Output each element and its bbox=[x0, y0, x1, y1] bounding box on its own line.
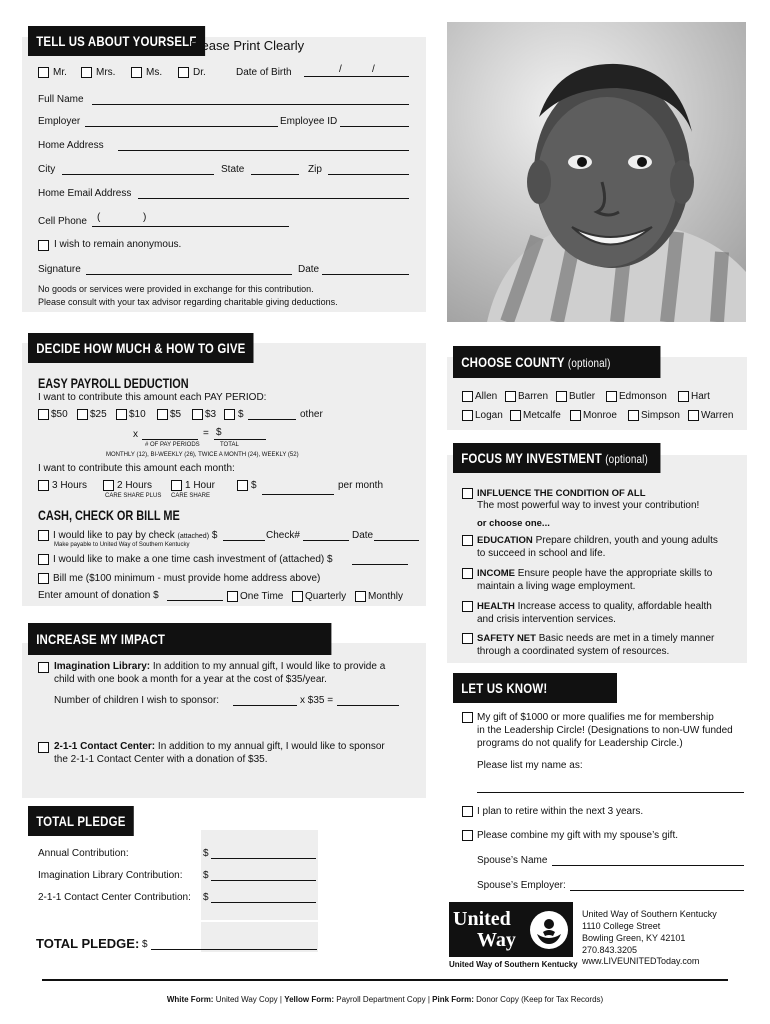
date-field[interactable] bbox=[322, 274, 409, 275]
child-photo-illustration bbox=[447, 22, 746, 322]
payable-to: Make payable to United Way of Southern Kentucky bbox=[54, 542, 190, 548]
footer-text bbox=[0, 994, 770, 1006]
one-time-checkbox[interactable] bbox=[227, 591, 238, 602]
education-line-2: to succeed in school and life. bbox=[477, 548, 606, 559]
county-allen-label: Allen bbox=[475, 391, 498, 402]
signature-field[interactable] bbox=[86, 274, 292, 275]
income-checkbox[interactable] bbox=[462, 568, 473, 579]
dob-sep-2: / bbox=[372, 64, 375, 75]
health-bold: HEALTH bbox=[477, 601, 515, 612]
cash-checkbox[interactable] bbox=[38, 554, 49, 565]
amount-5-checkbox[interactable] bbox=[157, 409, 168, 420]
check-amount-field[interactable] bbox=[223, 540, 265, 541]
cash-title: CASH, CHECK OR BILL ME bbox=[38, 507, 180, 523]
check-attached: (attached) bbox=[177, 533, 210, 540]
annual-label: Annual Contribution: bbox=[38, 848, 129, 859]
health-text-1: Increase access to quality, affordable health bbox=[517, 601, 712, 612]
times-sign: x bbox=[133, 429, 138, 440]
education-checkbox[interactable] bbox=[462, 535, 473, 546]
hours-1-label: 1 Hour bbox=[185, 480, 216, 491]
month-amount-checkbox[interactable] bbox=[237, 480, 248, 491]
paren-open: ( bbox=[97, 212, 101, 223]
employee-id-label: Employee ID bbox=[280, 116, 338, 127]
hours-2-label: 2 Hours bbox=[117, 480, 153, 491]
enter-amount-label: Enter amount of donation $ bbox=[38, 590, 159, 601]
leadership-checkbox[interactable] bbox=[462, 712, 473, 723]
bill-me-checkbox[interactable] bbox=[38, 573, 49, 584]
one-time-label: One Time bbox=[240, 591, 284, 602]
full-name-field[interactable] bbox=[92, 104, 409, 105]
contact-text-1: In addition to my annual gift, I would like to sponsor bbox=[157, 741, 385, 752]
contact-center-checkbox[interactable] bbox=[38, 742, 49, 753]
cell-phone-field[interactable] bbox=[92, 226, 289, 227]
united-way-logo bbox=[449, 902, 573, 957]
give-header: DECIDE HOW MUCH & HOW TO GIVE bbox=[28, 333, 254, 363]
retire-checkbox[interactable] bbox=[462, 806, 473, 817]
anonymous-label: I wish to remain anonymous. bbox=[54, 239, 182, 250]
amount-5-label: $5 bbox=[170, 409, 182, 420]
payroll-title: EASY PAYROLL DEDUCTION bbox=[38, 375, 189, 391]
month-amount-dollar: $ bbox=[251, 480, 257, 491]
county-metcalfe-checkbox[interactable] bbox=[510, 410, 521, 421]
print-clearly: Please Print Clearly bbox=[190, 38, 305, 53]
signature-label: Signature bbox=[38, 264, 81, 275]
mrs-label: Mrs. bbox=[96, 67, 116, 78]
monthly-label: Monthly bbox=[368, 591, 404, 602]
paren-close: ) bbox=[143, 212, 147, 223]
ms-label: Ms. bbox=[146, 67, 163, 78]
amount-50-checkbox[interactable] bbox=[38, 409, 49, 420]
total-pledge-dollar: $ bbox=[142, 939, 148, 950]
dob-field[interactable] bbox=[304, 76, 409, 77]
county-simpson-label: Simpson bbox=[641, 410, 680, 421]
footer-pink-text: Donor Copy (Keep for Tax Records) bbox=[476, 995, 604, 1004]
county-butler-checkbox[interactable] bbox=[556, 391, 567, 402]
check-date-label: Date bbox=[352, 530, 374, 541]
other-label: other bbox=[300, 409, 323, 420]
org-address-3: Bowling Green, KY 42101 bbox=[582, 933, 686, 943]
city-field[interactable] bbox=[62, 174, 214, 175]
imagination-bold: Imagination Library: bbox=[54, 661, 151, 672]
org-phone: 270.843.3205 bbox=[582, 945, 638, 955]
dr-checkbox[interactable] bbox=[178, 67, 189, 78]
spouse-name-label: Spouse’s Name bbox=[477, 855, 548, 866]
combine-label: Please combine my gift with my spouse’s gift. bbox=[477, 830, 679, 841]
monthly-checkbox[interactable] bbox=[355, 591, 366, 602]
footer-divider bbox=[42, 979, 728, 981]
mr-label: Mr. bbox=[53, 67, 67, 78]
amount-25-checkbox[interactable] bbox=[77, 409, 88, 420]
cash-field[interactable] bbox=[352, 564, 408, 565]
amount-other-checkbox[interactable] bbox=[224, 409, 235, 420]
health-line-1 bbox=[477, 601, 712, 613]
bill-me-label: Bill me ($100 minimum - must provide home address above) bbox=[53, 573, 321, 584]
check-date-field[interactable] bbox=[374, 540, 419, 541]
period-note: MONTHLY (12), BI-WEEKLY (26), TWICE A MONTH (24), WEEKLY (52) bbox=[106, 452, 299, 458]
leadership-line-3: programs do not qualify for Leadership Circle.) bbox=[477, 738, 683, 749]
list-name-field[interactable] bbox=[477, 792, 744, 793]
home-address-field[interactable] bbox=[118, 150, 409, 151]
focus-header-optional: (optional) bbox=[605, 452, 648, 466]
dr-label: Dr. bbox=[193, 67, 206, 78]
ms-checkbox[interactable] bbox=[131, 67, 142, 78]
influence-checkbox[interactable] bbox=[462, 488, 473, 499]
county-monroe-label: Monroe bbox=[583, 410, 617, 421]
safety-net-bold: SAFETY NET bbox=[477, 633, 536, 644]
logo-line-1: United bbox=[453, 908, 511, 930]
county-logan-checkbox[interactable] bbox=[462, 410, 473, 421]
income-text-1: Ensure people have the appropriate skills to bbox=[517, 568, 713, 579]
county-butler-label: Butler bbox=[569, 391, 596, 402]
county-simpson-checkbox[interactable] bbox=[628, 410, 639, 421]
employer-field[interactable] bbox=[85, 126, 278, 127]
combine-checkbox[interactable] bbox=[462, 830, 473, 841]
health-line-2: and crisis intervention services. bbox=[477, 614, 616, 625]
income-line-2: maintain a living wage employment. bbox=[477, 581, 636, 592]
disclaimer-2: Please consult with your tax advisor regarding charitable giving deductions. bbox=[38, 297, 338, 307]
per-month-suffix: per month bbox=[338, 480, 384, 491]
safety-net-line-1 bbox=[477, 633, 714, 645]
focus-header-title: FOCUS MY INVESTMENT bbox=[461, 450, 602, 466]
income-bold: INCOME bbox=[477, 568, 515, 579]
county-hart-checkbox[interactable] bbox=[678, 391, 689, 402]
pay-periods-caption: # OF PAY PERIODS bbox=[145, 442, 200, 448]
annual-dollar: $ bbox=[203, 848, 209, 859]
city-label: City bbox=[38, 164, 56, 175]
check-num-field[interactable] bbox=[303, 540, 349, 541]
check-checkbox[interactable] bbox=[38, 530, 49, 541]
education-line-1 bbox=[477, 535, 718, 547]
pay-periods-field[interactable] bbox=[142, 439, 198, 440]
county-header-title: CHOOSE COUNTY bbox=[461, 354, 565, 370]
safety-net-checkbox[interactable] bbox=[462, 633, 473, 644]
total-pledge-field[interactable] bbox=[151, 949, 317, 950]
child-photo bbox=[447, 22, 746, 322]
mrs-checkbox[interactable] bbox=[81, 67, 92, 78]
check-num-label: Check# bbox=[266, 530, 300, 541]
influence-sub: The most powerful way to invest your contribution! bbox=[477, 500, 700, 511]
disclaimer-1: No goods or services were provided in exchange for this contribution. bbox=[38, 284, 314, 294]
amount-25-label: $25 bbox=[90, 409, 107, 420]
employee-id-field[interactable] bbox=[340, 126, 409, 127]
county-edmonson-label: Edmonson bbox=[619, 391, 667, 402]
county-header bbox=[453, 346, 660, 378]
zip-label: Zip bbox=[308, 164, 322, 175]
dob-sep-1: / bbox=[339, 64, 342, 75]
children-label: Number of children I wish to sponsor: bbox=[54, 695, 220, 706]
imagination-total-label: Imagination Library Contribution: bbox=[38, 870, 183, 881]
cash-label: I would like to make a one time cash investment of (attached) $ bbox=[53, 554, 333, 565]
care-share-caption: CARE SHARE bbox=[171, 493, 211, 499]
total-input-bg-2 bbox=[201, 922, 318, 952]
org-address-1: United Way of Southern Kentucky bbox=[582, 909, 717, 919]
county-logan-label: Logan bbox=[475, 410, 503, 421]
cell-phone-label: Cell Phone bbox=[38, 216, 87, 227]
county-barren-checkbox[interactable] bbox=[505, 391, 516, 402]
leadership-line-2: in the Leadership Circle! (Designations to non-UW funded bbox=[477, 725, 733, 736]
amount-3-checkbox[interactable] bbox=[192, 409, 203, 420]
focus-header bbox=[453, 443, 660, 473]
month-amount-field[interactable] bbox=[262, 494, 334, 495]
total-pledge-label: TOTAL PLEDGE: bbox=[36, 936, 140, 951]
safety-net-line-2: through a coordinated system of resources. bbox=[477, 646, 670, 657]
org-website[interactable]: www.LIVEUNITEDToday.com bbox=[582, 956, 700, 966]
state-field[interactable] bbox=[251, 174, 299, 175]
list-name-label: Please list my name as: bbox=[477, 760, 583, 771]
county-allen-checkbox[interactable] bbox=[462, 391, 473, 402]
home-email-field[interactable] bbox=[138, 198, 409, 199]
total-caption: TOTAL bbox=[220, 442, 239, 448]
imagination-checkbox[interactable] bbox=[38, 662, 49, 673]
amount-3-label: $3 bbox=[205, 409, 217, 420]
county-barren-label: Barren bbox=[518, 391, 549, 402]
quarterly-label: Quarterly bbox=[305, 591, 347, 602]
contact-total-dollar: $ bbox=[203, 892, 209, 903]
imagination-line-1 bbox=[54, 661, 385, 673]
influence-label: INFLUENCE THE CONDITION OF ALL bbox=[477, 488, 646, 499]
home-email-label: Home Email Address bbox=[38, 188, 132, 199]
annual-field[interactable] bbox=[211, 858, 316, 859]
hours-3-label: 3 Hours bbox=[52, 480, 88, 491]
hours-1-checkbox[interactable] bbox=[171, 480, 182, 491]
check-dollar: $ bbox=[211, 530, 218, 541]
mr-checkbox[interactable] bbox=[38, 67, 49, 78]
dob-label: Date of Birth bbox=[236, 67, 292, 78]
county-warren-label: Warren bbox=[701, 410, 734, 421]
contact-line-2: the 2-1-1 Contact Center with a donation of $35. bbox=[54, 754, 268, 765]
spouse-employer-field[interactable] bbox=[570, 890, 744, 891]
children-count-field[interactable] bbox=[233, 705, 297, 706]
amount-other-dollar: $ bbox=[238, 409, 244, 420]
county-warren-checkbox[interactable] bbox=[688, 410, 699, 421]
check-prefix: I would like to pay by check bbox=[53, 530, 175, 541]
county-header-optional: (optional) bbox=[567, 356, 611, 370]
amount-10-checkbox[interactable] bbox=[116, 409, 127, 420]
imagination-contribution-field[interactable] bbox=[211, 880, 316, 881]
education-text-1: Prepare children, youth and young adults bbox=[535, 535, 718, 546]
retire-label: I plan to retire within the next 3 years. bbox=[477, 806, 644, 817]
equals-sign: = bbox=[203, 428, 209, 439]
employer-label: Employer bbox=[38, 116, 81, 127]
per-month-label: I want to contribute this amount each month: bbox=[38, 463, 235, 474]
footer-yellow-label: Yellow Form: bbox=[284, 995, 334, 1004]
hours-3-checkbox[interactable] bbox=[38, 480, 49, 491]
imagination-text-1: In addition to my annual gift, I would like to provide a bbox=[152, 661, 386, 672]
period-total-field[interactable] bbox=[214, 439, 266, 440]
footer-yellow-text: Payroll Department Copy | bbox=[336, 995, 430, 1004]
contact-total-label: 2-1-1 Contact Center Contribution: bbox=[38, 892, 191, 903]
zip-field[interactable] bbox=[328, 174, 409, 175]
org-address-2: 1110 College Street bbox=[582, 921, 661, 931]
safety-net-text-1: Basic needs are met in a timely manner bbox=[538, 633, 715, 644]
hours-2-checkbox[interactable] bbox=[103, 480, 114, 491]
logo-caption: United Way of Southern Kentucky bbox=[449, 960, 578, 969]
footer-pink-label: Pink Form: bbox=[432, 995, 474, 1004]
united-way-hand-icon bbox=[529, 908, 569, 952]
logo-line-2: Way bbox=[477, 929, 516, 951]
total-header: TOTAL PLEDGE bbox=[28, 806, 134, 836]
health-checkbox[interactable] bbox=[462, 601, 473, 612]
footer-white-text: United Way Copy | bbox=[215, 995, 282, 1004]
home-address-label: Home Address bbox=[38, 140, 104, 151]
amount-10-label: $10 bbox=[129, 409, 146, 420]
amount-other-field[interactable] bbox=[248, 419, 296, 420]
imagination-total-field[interactable] bbox=[337, 705, 399, 706]
state-label: State bbox=[221, 164, 245, 175]
county-hart-label: Hart bbox=[691, 391, 710, 402]
education-bold: EDUCATION bbox=[477, 535, 533, 546]
care-share-plus-caption: CARE SHARE PLUS bbox=[105, 493, 162, 499]
quarterly-checkbox[interactable] bbox=[292, 591, 303, 602]
or-choose: or choose one... bbox=[477, 518, 550, 529]
imagination-line-2: child with one book a month for a year at the cost of $35/year. bbox=[54, 674, 327, 685]
date-label: Date bbox=[298, 264, 320, 275]
spouse-name-field[interactable] bbox=[552, 865, 744, 866]
spouse-employer-label: Spouse’s Employer: bbox=[477, 880, 566, 891]
footer-white-label: White Form: bbox=[166, 995, 214, 1004]
impact-header: INCREASE MY IMPACT bbox=[28, 623, 331, 655]
amount-50-label: $50 bbox=[51, 409, 68, 420]
times-35: x $35 = bbox=[300, 695, 334, 706]
county-edmonson-checkbox[interactable] bbox=[606, 391, 617, 402]
contact-line-1 bbox=[54, 741, 385, 753]
county-metcalfe-label: Metcalfe bbox=[523, 410, 561, 421]
anonymous-checkbox[interactable] bbox=[38, 240, 49, 251]
about-header: TELL US ABOUT YOURSELF bbox=[28, 26, 205, 56]
county-monroe-checkbox[interactable] bbox=[570, 410, 581, 421]
income-line-1 bbox=[477, 568, 712, 580]
total-dollar: $ bbox=[216, 427, 222, 438]
full-name-label: Full Name bbox=[38, 94, 84, 105]
per-period-label: I want to contribute this amount each PAY PERIOD: bbox=[38, 392, 267, 403]
know-header: LET US KNOW! bbox=[453, 673, 617, 703]
leadership-line-1: My gift of $1000 or more qualifies me for membership bbox=[477, 712, 714, 723]
total-input-bg-1 bbox=[201, 830, 318, 920]
contact-bold: 2-1-1 Contact Center: bbox=[54, 741, 156, 752]
imagination-total-dollar: $ bbox=[203, 870, 209, 881]
donation-amount-field[interactable] bbox=[167, 600, 223, 601]
contact-contribution-field[interactable] bbox=[211, 902, 316, 903]
